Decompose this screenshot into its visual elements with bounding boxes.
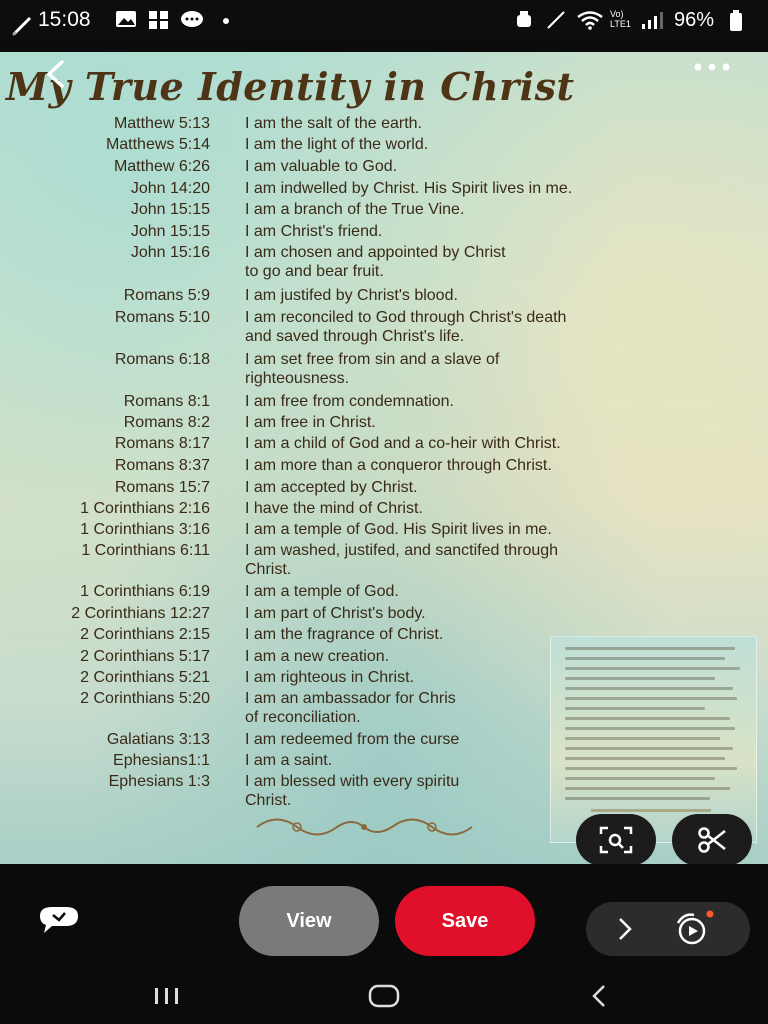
verse-reference: Matthew 5:13 — [113, 115, 210, 132]
verse-reference: Romans 8:2 — [123, 414, 210, 431]
home-icon[interactable] — [368, 984, 400, 1008]
verse-statement: I am accepted by Christ. — [245, 479, 418, 496]
system-nav-bar — [0, 968, 768, 1024]
verse-statement: I am set free from sin and a slave of righteousness. — [245, 351, 500, 387]
verse-reference: Romans 8:37 — [114, 457, 210, 474]
ornament-divider — [252, 812, 477, 842]
status-bar — [0, 0, 768, 42]
verse-reference: John 15:15 — [130, 201, 210, 218]
verse-reference: 2 Corinthians 5:17 — [80, 648, 210, 665]
verse-reference: John 14:20 — [130, 180, 210, 197]
screenshot-thumbnail[interactable] — [550, 636, 757, 843]
verse-reference: 2 Corinthians 2:15 — [80, 626, 210, 643]
verse-reference: Ephesians1:1 — [113, 752, 210, 769]
back-icon[interactable] — [590, 984, 608, 1008]
gallery-icon — [115, 10, 137, 28]
verse-statement: I am a branch of the True Vine. — [245, 201, 465, 218]
grid-icon — [148, 10, 170, 30]
dot-icon — [222, 17, 230, 25]
alarm-icon — [514, 10, 534, 30]
recent-apps-icon[interactable] — [152, 986, 182, 1006]
scissors-icon — [697, 825, 727, 855]
verse-statement: I am a temple of God. — [245, 583, 399, 600]
verse-statement: I am indwelled by Christ. His Spirit lives in me. — [245, 180, 573, 197]
verse-reference: Romans 8:1 — [123, 393, 210, 410]
verse-statement: I am justifed by Christ's blood. — [245, 287, 458, 304]
verse-reference: Galatians 3:13 — [106, 731, 210, 748]
verse-statement: I have the mind of Christ. — [245, 500, 423, 517]
verse-reference: 1 Corinthians 2:16 — [80, 500, 210, 517]
verse-statement: I am righteous in Christ. — [245, 669, 414, 686]
verse-reference: 2 Corinthians 5:21 — [80, 669, 210, 686]
verse-statement: I am an ambassador for Chris of reconciliation. — [245, 690, 456, 726]
battery-icon — [729, 10, 743, 32]
back-chevron-icon[interactable] — [44, 60, 66, 88]
poster-title: My True Identity in Christ — [6, 64, 575, 109]
verse-statement: I am the salt of the earth. — [245, 115, 422, 132]
share-chat-icon[interactable] — [36, 904, 82, 936]
verse-reference: 1 Corinthians 6:11 — [81, 542, 210, 559]
verse-statement: I am reconciled to God through Christ's death and saved through Christ's life. — [245, 309, 567, 345]
verse-reference: John 15:15 — [130, 223, 210, 240]
verse-statement: I am more than a conqueror through Christ. — [245, 457, 552, 474]
verse-statement: I am free from condemnation. — [245, 393, 454, 410]
more-options-icon[interactable] — [692, 62, 732, 72]
verse-reference: Romans 5:9 — [123, 287, 210, 304]
verse-reference: John 15:16 — [130, 244, 210, 261]
verse-reference: Romans 5:10 — [114, 309, 210, 326]
screen-record-icon — [672, 909, 716, 949]
mute-icon — [546, 10, 566, 30]
verse-statement: I am the light of the world. — [245, 136, 429, 153]
verse-statement: I am blessed with every spiritu Christ. — [245, 773, 460, 809]
verse-reference: 2 Corinthians 12:27 — [71, 605, 210, 622]
verse-reference: Romans 6:18 — [114, 351, 210, 368]
smart-select-button[interactable] — [576, 814, 656, 866]
verse-reference: 1 Corinthians 3:16 — [80, 521, 210, 538]
status-time: 15:08 — [38, 8, 91, 31]
verse-statement: I am chosen and appointed by Christ to go and bear fruit. — [245, 244, 506, 280]
verse-statement: I am valuable to God. — [245, 158, 398, 175]
verse-reference: Matthews 5:14 — [105, 136, 210, 153]
verse-statement: I am part of Christ's body. — [245, 605, 426, 622]
chevron-right-icon — [618, 917, 632, 941]
network-label: Vo) LTE1 — [610, 9, 631, 29]
verse-statement: I am a temple of God. His Spirit lives in me. — [245, 521, 552, 538]
scan-icon — [599, 825, 633, 855]
verse-reference: Romans 15:7 — [114, 479, 210, 496]
save-button[interactable]: Save — [395, 886, 535, 956]
verse-reference: Matthew 6:26 — [113, 158, 210, 175]
verse-statement: I am a saint. — [245, 752, 333, 769]
verse-statement: I am a new creation. — [245, 648, 390, 665]
verse-statement: I am the fragrance of Christ. — [245, 626, 444, 643]
verse-statement: I am a child of God and a co-heir with Christ. — [245, 435, 561, 452]
wifi-icon — [576, 10, 604, 30]
chat-icon — [180, 10, 204, 30]
verse-reference: 1 Corinthians 6:19 — [80, 583, 210, 600]
crop-button[interactable] — [672, 814, 752, 866]
verse-statement: I am free in Christ. — [245, 414, 376, 431]
view-button[interactable]: View — [239, 886, 379, 956]
verse-reference: Romans 8:17 — [114, 435, 210, 452]
verse-statement: I am Christ's friend. — [245, 223, 383, 240]
verse-reference: 2 Corinthians 5:20 — [80, 690, 210, 707]
more-tools-toggle[interactable] — [586, 902, 750, 956]
bottom-action-bar — [0, 864, 768, 968]
verse-statement: I am washed, justifed, and sanctifed through Christ. — [245, 542, 559, 578]
verse-reference: Ephesians 1:3 — [108, 773, 210, 790]
verse-statement: I am redeemed from the curse — [245, 731, 460, 748]
battery-percent: 96% — [674, 9, 715, 31]
pen-icon — [12, 14, 38, 36]
signal-icon — [640, 10, 664, 30]
